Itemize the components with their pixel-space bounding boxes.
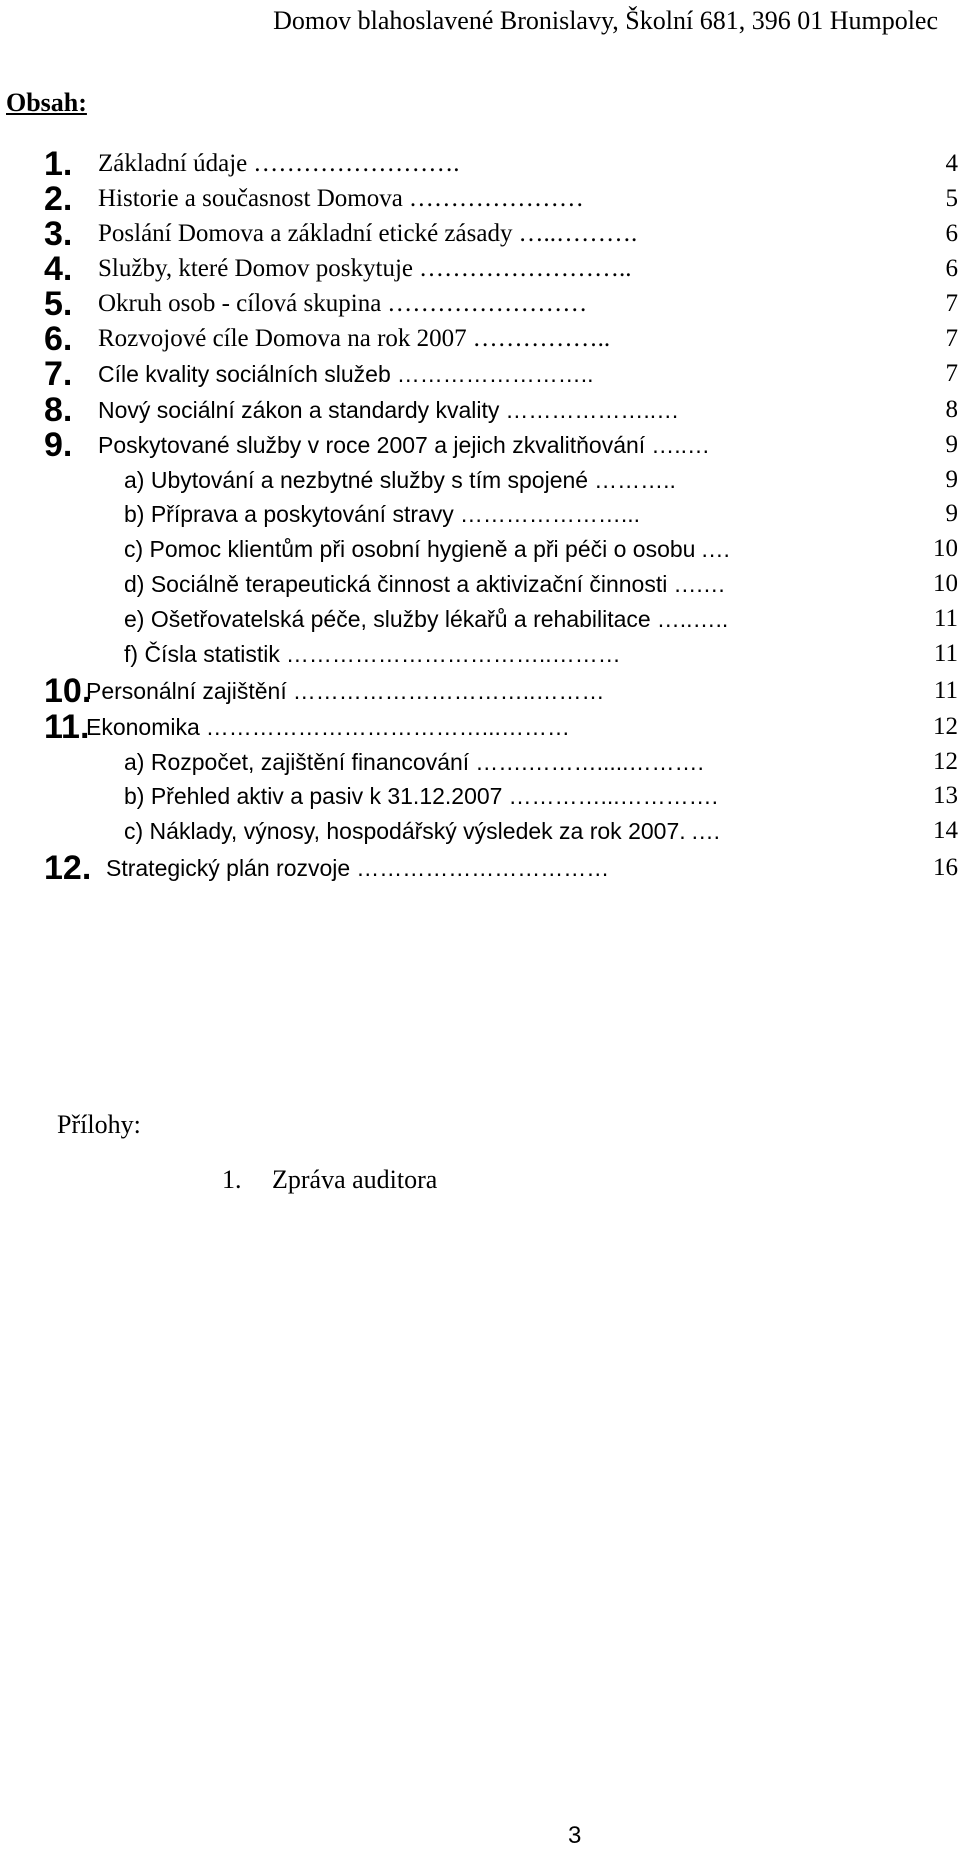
toc-entry-page: 9 xyxy=(945,466,958,493)
toc-entry-text xyxy=(98,390,679,430)
toc-entry-text xyxy=(124,494,640,534)
toc-entry-leader: …..… xyxy=(651,432,710,458)
appendix-item-number: 1. xyxy=(222,1165,242,1194)
toc-entry-label: c) Pomoc klientům při osobní hygieně a při péči o osobu xyxy=(124,536,696,562)
toc-entry xyxy=(0,707,960,747)
toc-entry-label: b) Přehled aktiv a pasiv k 31.12.2007 xyxy=(124,783,503,809)
toc-entry xyxy=(0,214,960,254)
toc-entry-page: 11 xyxy=(933,640,958,667)
appendix-item-text: Zpráva auditora xyxy=(272,1165,438,1194)
toc-entry xyxy=(0,634,960,674)
toc-entry-label: Poskytované služby v roce 2007 a jejich zkvalitňování xyxy=(98,432,646,458)
toc-entry-page: 8 xyxy=(945,396,958,423)
toc-entry-label: Cíle kvality sociálních služeb xyxy=(98,361,391,387)
toc-entry-label: f) Čísla statistik xyxy=(124,641,280,667)
toc-entry-leader: .… xyxy=(691,818,722,844)
toc-entry-number: 9. xyxy=(44,426,73,464)
toc-entry-text xyxy=(124,529,731,569)
page-number: 3 xyxy=(568,1822,582,1849)
toc-entry-label: Personální zajištění xyxy=(86,678,287,704)
toc-entry xyxy=(0,249,960,289)
toc-entry-leader: …..………. xyxy=(518,220,638,247)
toc-entry xyxy=(0,354,960,394)
toc-entry-label: Poslání Domova a základní etické zásady xyxy=(98,220,513,247)
toc-entry-label: Ekonomika xyxy=(86,714,200,740)
toc-entry xyxy=(0,494,960,534)
toc-entry-label: a) Rozpočet, zajištění financování xyxy=(124,749,470,775)
toc-entry-text xyxy=(86,671,605,711)
toc-entry-label: Okruh osob - cílová skupina xyxy=(98,290,382,317)
toc-entry-text xyxy=(98,284,587,324)
toc-entry xyxy=(0,776,960,816)
toc-entry-page: 7 xyxy=(945,325,958,352)
toc-entry-number: 4. xyxy=(44,250,73,288)
toc-entry-label: d) Sociálně terapeutická činnost a aktivizační činnosti xyxy=(124,571,668,597)
toc-entry-leader: …………………… xyxy=(387,290,588,317)
toc-entry xyxy=(0,671,960,711)
toc-entry xyxy=(0,425,960,465)
appendix-item xyxy=(222,1165,437,1195)
toc-entry-number: 12. xyxy=(44,849,92,887)
toc-entry-text xyxy=(98,179,584,219)
toc-entry-label: c) Náklady, výnosy, hospodářský výsledek za rok 2007. xyxy=(124,818,686,844)
toc-entry xyxy=(0,319,960,359)
toc-entry-text xyxy=(124,634,621,674)
toc-entry xyxy=(0,284,960,324)
toc-entry xyxy=(0,599,960,639)
toc-entry-page: 10 xyxy=(933,535,958,562)
toc-entry-leader: …..….. xyxy=(656,606,729,632)
toc-entry-text xyxy=(98,144,460,184)
toc-entry-label: a) Ubytování a nezbytné služby s tím spojené xyxy=(124,467,589,493)
toc-entry-number: 5. xyxy=(44,285,73,323)
toc-entry-page: 4 xyxy=(945,150,958,177)
toc-entry-page: 11 xyxy=(933,605,958,632)
toc-entry-text xyxy=(106,848,609,888)
toc-entry-page: 12 xyxy=(933,713,958,740)
toc-entry-number: 11. xyxy=(44,708,90,746)
toc-entry-page: 6 xyxy=(945,220,958,247)
toc-entry-page: 7 xyxy=(945,360,958,387)
toc-entry-label: Historie a současnost Domova xyxy=(98,185,403,212)
toc-entry-leader: …………………... xyxy=(459,501,640,527)
toc-entry-label: Rozvojové cíle Domova na rok 2007 xyxy=(98,325,467,352)
toc-entry-text xyxy=(98,249,632,289)
toc-entry-page: 7 xyxy=(945,290,958,317)
toc-entry-text xyxy=(98,425,710,465)
appendix-label: Přílohy: xyxy=(57,1110,141,1139)
toc-entry xyxy=(0,390,960,430)
toc-entry-leader: ….… xyxy=(673,571,726,597)
toc-entry-leader: .… xyxy=(701,536,731,562)
toc-entry-number: 8. xyxy=(44,391,73,429)
toc-entry-page: 13 xyxy=(933,782,958,809)
toc-entry-page: 9 xyxy=(945,431,958,458)
toc-entry-number: 2. xyxy=(44,180,73,218)
toc-entry-page: 12 xyxy=(933,748,958,775)
toc-entry xyxy=(0,179,960,219)
toc-entry-number: 7. xyxy=(44,355,73,393)
toc-entry-label: Služby, které Domov poskytuje xyxy=(98,255,414,282)
toc-entry-label: Strategický plán rozvoje xyxy=(106,855,351,881)
toc-entry-page: 16 xyxy=(933,854,958,881)
toc-entry xyxy=(0,564,960,604)
toc-entry-text xyxy=(98,319,610,359)
toc-entry xyxy=(0,848,960,888)
toc-entry-text xyxy=(86,707,570,747)
toc-entry-text xyxy=(124,776,718,816)
toc-entry-leader: ………………………………...……… xyxy=(205,714,570,740)
toc-entry-number: 3. xyxy=(44,215,73,253)
toc-entry-page: 5 xyxy=(945,185,958,212)
toc-entry xyxy=(0,529,960,569)
toc-entry-leader: …………………….. xyxy=(396,361,594,387)
toc-entry-text xyxy=(98,214,637,254)
toc-entry-number: 6. xyxy=(44,320,73,358)
toc-entry-leader: …………………………..……… xyxy=(292,678,605,704)
toc-entry-leader: ……………………. xyxy=(253,150,460,177)
toc-entry-leader: ……………………………..……… xyxy=(285,641,621,667)
page-header: Domov blahoslavené Bronislavy, Školní 681, 396 01 Humpolec xyxy=(273,6,938,35)
toc-entry-leader: ………………… xyxy=(408,185,584,212)
toc-entry-leader: …………….. xyxy=(472,325,611,352)
toc-title: Obsah: xyxy=(6,88,87,117)
toc-entry-page: 11 xyxy=(933,677,958,704)
toc-entry-page: 6 xyxy=(945,255,958,282)
toc-entry-leader: ……….. xyxy=(594,467,676,493)
toc-entry-leader: …………………….. xyxy=(419,255,632,282)
toc-entry xyxy=(0,811,960,851)
toc-entry-page: 9 xyxy=(945,500,958,527)
toc-entry-leader: …………………………… xyxy=(356,855,610,881)
toc-entry-leader: …….……….....………. xyxy=(475,749,704,775)
toc-entry-number: 10. xyxy=(44,672,92,710)
toc-entry-page: 10 xyxy=(933,570,958,597)
toc-entry-page: 14 xyxy=(933,817,958,844)
toc-entry-label: Základní údaje xyxy=(98,150,248,177)
toc-entry-label: b) Příprava a poskytování stravy xyxy=(124,501,454,527)
toc-entry xyxy=(0,144,960,184)
toc-entry-label: e) Ošetřovatelská péče, služby lékařů a rehabilitace xyxy=(124,606,651,632)
toc-entry-text xyxy=(124,599,728,639)
toc-entry-text xyxy=(124,564,726,604)
toc-entry-text xyxy=(124,811,721,851)
toc-entry-leader: ………………..… xyxy=(505,397,680,423)
toc-entry-number: 1. xyxy=(44,145,73,183)
toc-entry-label: Nový sociální zákon a standardy kvality xyxy=(98,397,500,423)
toc-entry-text xyxy=(98,354,594,394)
toc-entry-leader: …………...…………. xyxy=(508,783,719,809)
